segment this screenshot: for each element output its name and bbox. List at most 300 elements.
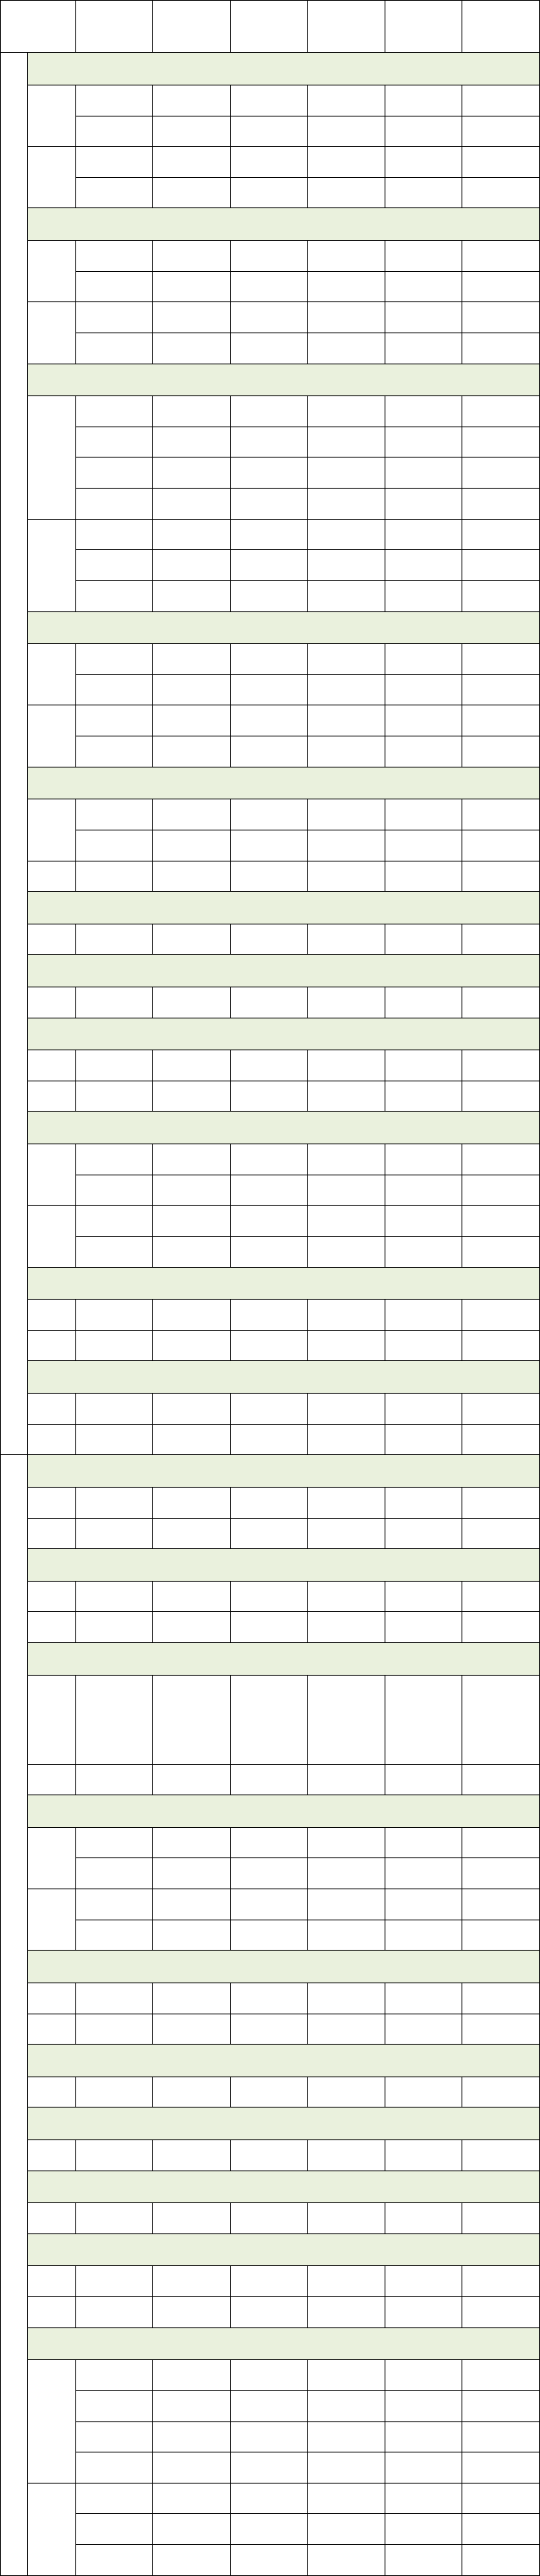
doctor-cell bbox=[230, 2014, 308, 2045]
doctor-cell bbox=[75, 1920, 153, 1951]
doctor-cell bbox=[230, 332, 308, 364]
doctor-cell bbox=[308, 550, 385, 581]
department-title bbox=[27, 208, 539, 241]
doctor-cell bbox=[308, 2421, 385, 2452]
floor-label bbox=[1, 1455, 28, 2576]
doctor-cell bbox=[385, 705, 462, 736]
schedule-row bbox=[1, 550, 540, 581]
session-label bbox=[27, 1206, 75, 1267]
doctor-cell bbox=[153, 1518, 231, 1549]
doctor-cell bbox=[385, 396, 462, 427]
doctor-cell bbox=[153, 1050, 231, 1081]
session-label bbox=[27, 705, 75, 767]
department-title bbox=[27, 1455, 539, 1488]
doctor-cell bbox=[385, 241, 462, 272]
doctor-cell bbox=[385, 1920, 462, 1951]
department-title bbox=[27, 892, 539, 924]
doctor-cell bbox=[75, 1424, 153, 1455]
doctor-cell bbox=[153, 1612, 231, 1643]
doctor-cell bbox=[230, 177, 308, 208]
schedule-row bbox=[1, 2483, 540, 2514]
doctor-cell bbox=[75, 1982, 153, 2014]
doctor-cell bbox=[153, 1330, 231, 1361]
doctor-cell bbox=[462, 1612, 540, 1643]
doctor-cell bbox=[153, 2014, 231, 2045]
section-title-row bbox=[1, 2045, 540, 2077]
section-title-row bbox=[1, 364, 540, 396]
doctor-cell bbox=[230, 2421, 308, 2452]
doctor-cell bbox=[385, 1206, 462, 1237]
doctor-cell bbox=[462, 2014, 540, 2045]
session-label bbox=[27, 1764, 75, 1795]
schedule-row bbox=[1, 830, 540, 861]
doctor-cell bbox=[153, 1764, 231, 1795]
doctor-cell bbox=[153, 674, 231, 705]
doctor-cell bbox=[385, 1612, 462, 1643]
doctor-cell bbox=[462, 426, 540, 458]
doctor-cell bbox=[153, 426, 231, 458]
doctor-cell bbox=[230, 241, 308, 272]
doctor-cell bbox=[153, 1236, 231, 1267]
schedule-row bbox=[1, 489, 540, 520]
doctor-cell bbox=[308, 1081, 385, 1112]
doctor-cell bbox=[385, 85, 462, 116]
doctor-cell bbox=[462, 1394, 540, 1425]
section-title-row bbox=[1, 1112, 540, 1144]
doctor-cell bbox=[153, 1827, 231, 1858]
department-title bbox=[27, 2045, 539, 2077]
doctor-cell bbox=[75, 987, 153, 1018]
session-label bbox=[27, 2014, 75, 2045]
doctor-cell bbox=[385, 489, 462, 520]
schedule-row bbox=[1, 987, 540, 1018]
doctor-cell bbox=[230, 2514, 308, 2545]
section-title-row bbox=[1, 767, 540, 799]
doctor-cell bbox=[75, 2452, 153, 2484]
section-title-row bbox=[1, 2108, 540, 2140]
doctor-cell bbox=[385, 2421, 462, 2452]
doctor-cell bbox=[308, 489, 385, 520]
schedule-row bbox=[1, 2297, 540, 2328]
department-title bbox=[27, 1795, 539, 1828]
doctor-cell bbox=[75, 116, 153, 147]
schedule-row bbox=[1, 2203, 540, 2234]
session-label bbox=[27, 396, 75, 520]
department-title bbox=[27, 2170, 539, 2203]
doctor-cell bbox=[462, 2390, 540, 2421]
doctor-cell bbox=[308, 799, 385, 830]
schedule-row bbox=[1, 2452, 540, 2484]
doctor-cell bbox=[462, 1889, 540, 1920]
doctor-cell bbox=[230, 1206, 308, 1237]
doctor-cell bbox=[308, 861, 385, 892]
doctor-cell bbox=[153, 1144, 231, 1175]
doctor-cell bbox=[75, 2203, 153, 2234]
doctor-cell bbox=[75, 1764, 153, 1795]
doctor-cell bbox=[462, 396, 540, 427]
doctor-cell bbox=[230, 580, 308, 611]
session-label bbox=[27, 302, 75, 364]
doctor-cell bbox=[385, 302, 462, 333]
doctor-cell bbox=[308, 1518, 385, 1549]
session-label bbox=[27, 2076, 75, 2108]
doctor-cell bbox=[230, 2297, 308, 2328]
doctor-cell bbox=[153, 2390, 231, 2421]
doctor-cell bbox=[308, 924, 385, 955]
doctor-cell bbox=[153, 2483, 231, 2514]
doctor-cell bbox=[308, 1675, 385, 1764]
doctor-cell bbox=[462, 1424, 540, 1455]
section-title-row bbox=[1, 955, 540, 987]
section-title-row bbox=[1, 1455, 540, 1488]
doctor-cell bbox=[308, 1394, 385, 1425]
doctor-cell bbox=[385, 2452, 462, 2484]
doctor-cell bbox=[75, 674, 153, 705]
schedule-row bbox=[1, 1175, 540, 1206]
doctor-cell bbox=[153, 2203, 231, 2234]
doctor-cell bbox=[230, 736, 308, 768]
doctor-cell bbox=[385, 550, 462, 581]
doctor-cell bbox=[308, 1487, 385, 1518]
doctor-cell bbox=[75, 799, 153, 830]
doctor-cell bbox=[385, 644, 462, 675]
department-title bbox=[27, 2108, 539, 2140]
schedule-row bbox=[1, 1206, 540, 1237]
doctor-cell bbox=[385, 1982, 462, 2014]
doctor-cell bbox=[385, 519, 462, 550]
schedule-row bbox=[1, 1050, 540, 1081]
doctor-cell bbox=[462, 489, 540, 520]
section-title-row bbox=[1, 892, 540, 924]
doctor-cell bbox=[308, 2483, 385, 2514]
doctor-cell bbox=[462, 1675, 540, 1764]
department-title bbox=[27, 1018, 539, 1050]
doctor-cell bbox=[462, 2514, 540, 2545]
doctor-cell bbox=[230, 396, 308, 427]
doctor-cell bbox=[230, 987, 308, 1018]
doctor-cell bbox=[75, 1330, 153, 1361]
doctor-cell bbox=[75, 1612, 153, 1643]
doctor-cell bbox=[462, 1175, 540, 1206]
schedule-row bbox=[1, 2266, 540, 2297]
schedule-row bbox=[1, 1394, 540, 1425]
doctor-cell bbox=[385, 1081, 462, 1112]
session-label bbox=[27, 2297, 75, 2328]
doctor-cell bbox=[308, 2203, 385, 2234]
doctor-cell bbox=[75, 736, 153, 768]
doctor-cell bbox=[153, 644, 231, 675]
doctor-cell bbox=[153, 924, 231, 955]
schedule-row bbox=[1, 396, 540, 427]
doctor-cell bbox=[75, 2076, 153, 2108]
session-label bbox=[27, 241, 75, 302]
doctor-cell bbox=[462, 644, 540, 675]
doctor-cell bbox=[385, 1394, 462, 1425]
doctor-cell bbox=[230, 85, 308, 116]
session-label bbox=[27, 1300, 75, 1331]
doctor-cell bbox=[230, 705, 308, 736]
doctor-cell bbox=[308, 2266, 385, 2297]
section-title-row bbox=[1, 1951, 540, 1983]
department-title bbox=[27, 1951, 539, 1983]
doctor-cell bbox=[308, 1330, 385, 1361]
schedule-row bbox=[1, 332, 540, 364]
doctor-cell bbox=[230, 271, 308, 302]
doctor-cell bbox=[230, 799, 308, 830]
schedule-row bbox=[1, 2076, 540, 2108]
doctor-cell bbox=[230, 1144, 308, 1175]
floor-label bbox=[1, 53, 28, 1455]
doctor-cell bbox=[230, 674, 308, 705]
doctor-cell bbox=[462, 1920, 540, 1951]
doctor-cell bbox=[153, 705, 231, 736]
department-title bbox=[27, 1112, 539, 1144]
doctor-cell bbox=[230, 1518, 308, 1549]
doctor-cell bbox=[153, 1487, 231, 1518]
doctor-cell bbox=[385, 2545, 462, 2576]
doctor-cell bbox=[75, 2545, 153, 2576]
doctor-cell bbox=[230, 861, 308, 892]
doctor-cell bbox=[462, 2140, 540, 2171]
schedule-row bbox=[1, 519, 540, 550]
doctor-cell bbox=[230, 1175, 308, 1206]
session-label bbox=[27, 85, 75, 146]
doctor-cell bbox=[462, 550, 540, 581]
doctor-cell bbox=[230, 2545, 308, 2576]
doctor-cell bbox=[308, 177, 385, 208]
doctor-cell bbox=[385, 177, 462, 208]
doctor-cell bbox=[308, 2514, 385, 2545]
doctor-cell bbox=[153, 2421, 231, 2452]
doctor-cell bbox=[153, 1300, 231, 1331]
doctor-cell bbox=[385, 1764, 462, 1795]
doctor-cell bbox=[462, 1858, 540, 1889]
doctor-cell bbox=[230, 2076, 308, 2108]
doctor-cell bbox=[462, 332, 540, 364]
section-title-row bbox=[1, 611, 540, 644]
doctor-cell bbox=[385, 1889, 462, 1920]
doctor-cell bbox=[308, 241, 385, 272]
doctor-cell bbox=[230, 2452, 308, 2484]
doctor-cell bbox=[230, 147, 308, 178]
doctor-cell bbox=[308, 2297, 385, 2328]
doctor-cell bbox=[385, 116, 462, 147]
doctor-cell bbox=[153, 1675, 231, 1764]
doctor-cell bbox=[153, 1424, 231, 1455]
schedule-row bbox=[1, 271, 540, 302]
doctor-cell bbox=[75, 458, 153, 489]
doctor-cell bbox=[230, 2203, 308, 2234]
schedule-row bbox=[1, 1487, 540, 1518]
doctor-cell bbox=[308, 644, 385, 675]
doctor-cell bbox=[462, 1827, 540, 1858]
doctor-cell bbox=[230, 1920, 308, 1951]
doctor-cell bbox=[462, 924, 540, 955]
schedule-row bbox=[1, 1920, 540, 1951]
doctor-cell bbox=[75, 1081, 153, 1112]
schedule-row bbox=[1, 2360, 540, 2391]
doctor-cell bbox=[308, 1827, 385, 1858]
session-label bbox=[27, 1675, 75, 1764]
doctor-cell bbox=[462, 1982, 540, 2014]
department-title bbox=[27, 1361, 539, 1394]
doctor-cell bbox=[230, 458, 308, 489]
doctor-cell bbox=[462, 1330, 540, 1361]
department-title bbox=[27, 53, 539, 85]
schedule-row bbox=[1, 147, 540, 178]
doctor-cell bbox=[385, 2483, 462, 2514]
doctor-cell bbox=[308, 2076, 385, 2108]
doctor-cell bbox=[153, 1175, 231, 1206]
doctor-cell bbox=[230, 1889, 308, 1920]
doctor-cell bbox=[230, 302, 308, 333]
doctor-cell bbox=[385, 1236, 462, 1267]
doctor-cell bbox=[230, 924, 308, 955]
doctor-cell bbox=[75, 1144, 153, 1175]
doctor-cell bbox=[75, 1175, 153, 1206]
doctor-cell bbox=[462, 2483, 540, 2514]
doctor-cell bbox=[75, 1827, 153, 1858]
doctor-cell bbox=[230, 1330, 308, 1361]
doctor-cell bbox=[153, 1581, 231, 1612]
doctor-cell bbox=[153, 271, 231, 302]
doctor-cell bbox=[230, 2390, 308, 2421]
schedule-row bbox=[1, 1081, 540, 1112]
doctor-cell bbox=[462, 736, 540, 768]
department-title bbox=[27, 1267, 539, 1300]
doctor-cell bbox=[462, 674, 540, 705]
session-label bbox=[27, 1889, 75, 1951]
doctor-cell bbox=[230, 1612, 308, 1643]
doctor-cell bbox=[385, 861, 462, 892]
doctor-cell bbox=[385, 1518, 462, 1549]
doctor-cell bbox=[308, 1612, 385, 1643]
doctor-cell bbox=[462, 2421, 540, 2452]
doctor-cell bbox=[462, 987, 540, 1018]
doctor-cell bbox=[308, 705, 385, 736]
doctor-cell bbox=[385, 1330, 462, 1361]
doctor-cell bbox=[308, 2014, 385, 2045]
doctor-cell bbox=[308, 1144, 385, 1175]
doctor-cell bbox=[385, 1050, 462, 1081]
schedule-row bbox=[1, 580, 540, 611]
doctor-cell bbox=[462, 2360, 540, 2391]
doctor-cell bbox=[230, 1487, 308, 1518]
doctor-cell bbox=[385, 426, 462, 458]
section-title-row bbox=[1, 208, 540, 241]
doctor-cell bbox=[75, 2266, 153, 2297]
section-title-row bbox=[1, 2327, 540, 2360]
doctor-cell bbox=[462, 241, 540, 272]
doctor-cell bbox=[75, 302, 153, 333]
department-title bbox=[27, 955, 539, 987]
doctor-cell bbox=[308, 2390, 385, 2421]
doctor-cell bbox=[308, 580, 385, 611]
schedule-row bbox=[1, 1581, 540, 1612]
doctor-cell bbox=[462, 2297, 540, 2328]
doctor-cell bbox=[230, 2140, 308, 2171]
doctor-cell bbox=[153, 550, 231, 581]
doctor-cell bbox=[385, 1300, 462, 1331]
doctor-cell bbox=[462, 85, 540, 116]
doctor-cell bbox=[75, 426, 153, 458]
section-title-row bbox=[1, 53, 540, 85]
session-label bbox=[27, 1982, 75, 2014]
session-label bbox=[27, 2360, 75, 2484]
session-label bbox=[27, 1487, 75, 1518]
doctor-cell bbox=[153, 1920, 231, 1951]
schedule-row bbox=[1, 2390, 540, 2421]
doctor-cell bbox=[230, 426, 308, 458]
doctor-cell bbox=[153, 458, 231, 489]
session-label bbox=[27, 2483, 75, 2575]
doctor-cell bbox=[385, 924, 462, 955]
schedule-row bbox=[1, 644, 540, 675]
doctor-cell bbox=[75, 489, 153, 520]
doctor-cell bbox=[385, 1175, 462, 1206]
doctor-cell bbox=[462, 1764, 540, 1795]
doctor-cell bbox=[230, 1300, 308, 1331]
doctor-cell bbox=[308, 2452, 385, 2484]
session-label bbox=[27, 1144, 75, 1206]
doctor-cell bbox=[308, 116, 385, 147]
doctor-cell bbox=[75, 924, 153, 955]
schedule-row bbox=[1, 1424, 540, 1455]
session-label bbox=[27, 799, 75, 861]
doctor-cell bbox=[153, 85, 231, 116]
doctor-cell bbox=[153, 147, 231, 178]
doctor-cell bbox=[462, 519, 540, 550]
doctor-cell bbox=[385, 2140, 462, 2171]
doctor-cell bbox=[230, 2360, 308, 2391]
doctor-cell bbox=[308, 147, 385, 178]
doctor-cell bbox=[308, 736, 385, 768]
schedule-row bbox=[1, 1236, 540, 1267]
schedule-row bbox=[1, 2514, 540, 2545]
doctor-cell bbox=[308, 674, 385, 705]
doctor-cell bbox=[308, 1858, 385, 1889]
schedule-row bbox=[1, 1144, 540, 1175]
doctor-cell bbox=[308, 1206, 385, 1237]
doctor-cell bbox=[385, 1581, 462, 1612]
doctor-cell bbox=[75, 519, 153, 550]
doctor-cell bbox=[308, 2545, 385, 2576]
doctor-cell bbox=[385, 2014, 462, 2045]
doctor-cell bbox=[308, 1424, 385, 1455]
doctor-cell bbox=[385, 2390, 462, 2421]
doctor-cell bbox=[308, 271, 385, 302]
doctor-cell bbox=[308, 519, 385, 550]
weekday-header bbox=[153, 1, 231, 53]
doctor-cell bbox=[75, 1675, 153, 1764]
doctor-cell bbox=[308, 396, 385, 427]
doctor-cell bbox=[462, 458, 540, 489]
doctor-cell bbox=[385, 1144, 462, 1175]
doctor-cell bbox=[153, 2545, 231, 2576]
doctor-cell bbox=[462, 2452, 540, 2484]
session-label bbox=[27, 1518, 75, 1549]
department-title bbox=[27, 2233, 539, 2266]
doctor-cell bbox=[75, 1206, 153, 1237]
schedule-row bbox=[1, 1858, 540, 1889]
doctor-cell bbox=[75, 550, 153, 581]
doctor-cell bbox=[153, 2266, 231, 2297]
doctor-cell bbox=[75, 2514, 153, 2545]
doctor-cell bbox=[308, 426, 385, 458]
doctor-cell bbox=[75, 2483, 153, 2514]
section-title-row bbox=[1, 1549, 540, 1582]
doctor-cell bbox=[308, 302, 385, 333]
